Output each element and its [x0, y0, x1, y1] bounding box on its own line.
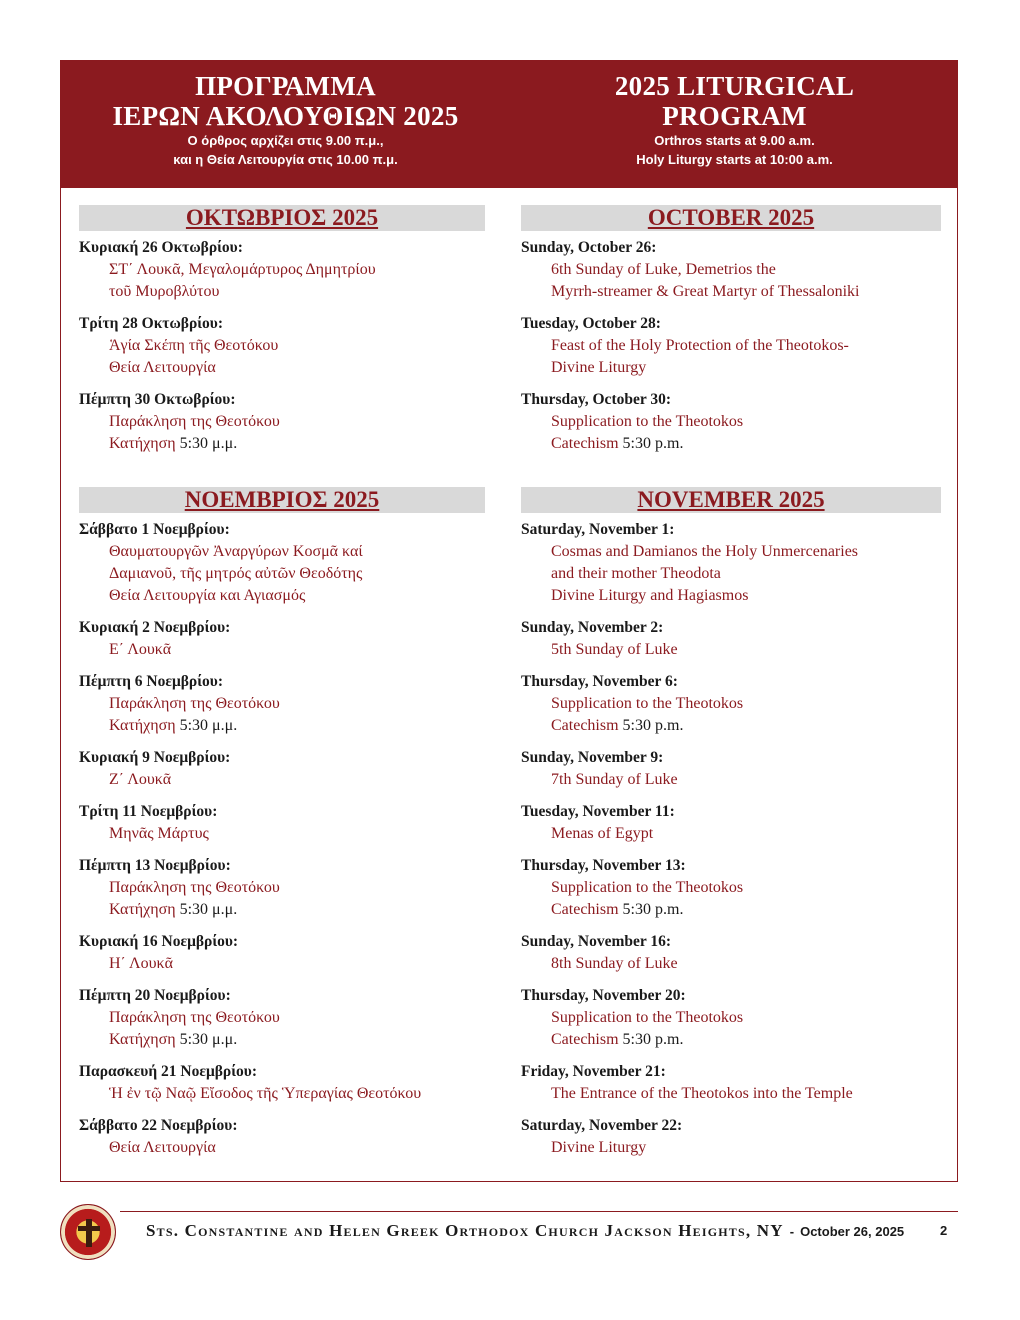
entry-service-line — [79, 563, 485, 585]
entry-day: Sunday, November 2: — [521, 619, 664, 636]
schedule-entry — [79, 801, 485, 845]
entry-day: Τρίτη 11 Νοεμβρίου: — [79, 803, 218, 820]
schedule-entry — [79, 389, 485, 455]
month-heading-october: OCTOBER 2025 — [521, 205, 941, 231]
entry-day: Thursday, November 13: — [521, 857, 686, 874]
banner-greek — [61, 71, 510, 169]
service-time: 5:30 μ.μ. — [175, 717, 238, 734]
entry-service-line — [521, 259, 941, 281]
banner-english-sub-2: Holy Liturgy starts at 10:00 a.m. — [636, 152, 833, 167]
month-heading-october: ΟΚΤΩΒΡΙΟΣ 2025 — [79, 205, 485, 231]
service-time: 5:30 p.m. — [618, 717, 684, 734]
service-text: ΣΤ΄ Λουκᾶ, Μεγαλομάρτυρος Δημητρίου — [109, 261, 376, 278]
english-schedule — [521, 205, 941, 1169]
entry-service-line — [521, 433, 941, 455]
entry-day: Τρίτη 28 Οκτωβρίου: — [79, 315, 223, 332]
service-text: Κατήχηση — [109, 901, 176, 918]
service-text: Catechism — [551, 435, 619, 452]
schedule-entry — [521, 1061, 941, 1105]
service-text: and their mother Theodota — [551, 565, 721, 582]
service-text: Παράκληση της Θεοτόκου — [109, 413, 280, 430]
entry-service-line — [521, 1007, 941, 1029]
service-text: Divine Liturgy — [551, 359, 647, 376]
entry-service-line — [521, 899, 941, 921]
entry-service-line — [79, 541, 485, 563]
entry-service-line — [79, 357, 485, 379]
schedule-entry — [79, 931, 485, 975]
schedule-entry — [521, 855, 941, 921]
service-text: Catechism — [551, 1031, 619, 1048]
entry-day: Κυριακή 16 Νοεμβρίου: — [79, 933, 239, 950]
entry-day: Thursday, November 6: — [521, 673, 678, 690]
service-text: Supplication to the Theotokos — [551, 1009, 744, 1026]
entry-service-line — [79, 639, 485, 661]
entry-day: Πέμπτη 30 Οκτωβρίου: — [79, 391, 236, 408]
service-text: Μηνᾶς Μάρτυς — [109, 825, 209, 842]
entry-day: Thursday, October 30: — [521, 391, 671, 408]
entry-day: Πέμπτη 6 Νοεμβρίου: — [79, 673, 223, 690]
service-text: Θεία Λειτουργία — [109, 359, 216, 376]
entry-service-line — [521, 281, 941, 303]
greek-schedule — [79, 205, 485, 1169]
entry-day: Σάββατο 22 Νοεμβρίου: — [79, 1117, 238, 1134]
entry-service-line — [79, 1029, 485, 1051]
entry-day: Sunday, November 16: — [521, 933, 671, 950]
schedule-entry — [521, 519, 941, 607]
entry-day: Κυριακή 2 Νοεμβρίου: — [79, 619, 231, 636]
entry-service-line — [79, 335, 485, 357]
entry-day: Saturday, November 22: — [521, 1117, 683, 1134]
entry-service-line — [79, 411, 485, 433]
entry-service-line — [521, 769, 941, 791]
schedule-entry — [79, 617, 485, 661]
schedule-entry — [521, 801, 941, 845]
entry-day: Thursday, November 20: — [521, 987, 686, 1004]
entry-service-line — [521, 715, 941, 737]
service-text: Κατήχηση — [109, 1031, 176, 1048]
entry-day: Κυριακή 9 Νοεμβρίου: — [79, 749, 231, 766]
entry-service-line — [79, 259, 485, 281]
banner-english-title-1: 2025 LITURGICAL — [614, 71, 855, 101]
service-text: Παράκληση της Θεοτόκου — [109, 1009, 280, 1026]
service-text: Ζ΄ Λουκᾶ — [109, 771, 172, 788]
schedule-entry — [521, 671, 941, 737]
entry-day: Πέμπτη 20 Νοεμβρίου: — [79, 987, 231, 1004]
service-text: Ἡ ἐν τῷ Ναῷ Εἴσοδος τῆς Ὑπεραγίας Θεοτόκου — [109, 1085, 422, 1102]
schedule-entry — [79, 985, 485, 1051]
seal-cross-vertical — [86, 1219, 92, 1247]
service-text: Menas of Egypt — [551, 825, 654, 842]
schedule-entry — [521, 1115, 941, 1159]
banner-greek-title-2: ΙΕΡΩΝ ΑΚΟΛΟΥΘΙΩΝ 2025 — [112, 101, 459, 131]
program-banner — [61, 61, 957, 188]
entry-service-line — [521, 1083, 941, 1105]
schedule-entry — [521, 617, 941, 661]
entry-day: Tuesday, October 28: — [521, 315, 661, 332]
footer-church: Sts. Constantine and Helen Greek Orthodox Church Jackson Heights, NY — [146, 1221, 784, 1240]
service-text: Η΄ Λουκᾶ — [109, 955, 173, 972]
service-time: 5:30 μ.μ. — [175, 435, 238, 452]
footer-divider — [120, 1211, 958, 1212]
program-frame — [60, 60, 958, 1182]
service-text: 8th Sunday of Luke — [551, 955, 678, 972]
service-time: 5:30 μ.μ. — [175, 901, 238, 918]
entry-service-line — [79, 585, 485, 607]
entry-service-line — [521, 823, 941, 845]
entry-day: Κυριακή 26 Οκτωβρίου: — [79, 239, 243, 256]
entry-service-line — [521, 335, 941, 357]
service-text: Supplication to the Theotokos — [551, 695, 744, 712]
service-text: Myrrh-streamer & Great Martyr of Thessaloniki — [551, 283, 860, 300]
schedule-entry — [79, 671, 485, 737]
schedule-entry — [79, 519, 485, 607]
entry-service-line — [79, 281, 485, 303]
service-text: Cosmas and Damianos the Holy Unmercenaries — [551, 543, 859, 560]
schedule-entry — [79, 237, 485, 303]
banner-greek-sub-2: και η Θεία Λειτουργία στις 10.00 π.μ. — [173, 152, 398, 167]
schedule-entry — [79, 1115, 485, 1159]
entry-service-line — [521, 357, 941, 379]
schedule-entry — [521, 985, 941, 1051]
service-text: Θαυματουργῶν Ἀναργύρων Κοσμᾶ καί — [109, 543, 363, 560]
entry-service-line — [521, 1029, 941, 1051]
service-text: Feast of the Holy Protection of the Theotokos- — [551, 337, 849, 354]
section-gap — [79, 465, 485, 487]
schedule-entry — [521, 313, 941, 379]
service-text: Παράκληση της Θεοτόκου — [109, 695, 280, 712]
service-text: Δαμιανοῦ, τῆς μητρός αὐτῶν Θεοδότης — [109, 565, 363, 582]
schedule-entry — [79, 1061, 485, 1105]
service-time: 5:30 p.m. — [618, 435, 684, 452]
schedule-entry — [79, 313, 485, 379]
banner-english-title-2: PROGRAM — [662, 101, 807, 131]
entry-day: Παρασκευή 21 Νοεμβρίου: — [79, 1063, 257, 1080]
schedule-entry — [79, 855, 485, 921]
seal-cross-horizontal — [78, 1226, 100, 1231]
entry-service-line — [79, 433, 485, 455]
entry-day: Sunday, November 9: — [521, 749, 664, 766]
entry-service-line — [521, 877, 941, 899]
entry-day: Σάββατο 1 Νοεμβρίου: — [79, 521, 230, 538]
banner-greek-sub-1: Ο όρθρος αρχίζει στις 9.00 π.μ., — [187, 133, 384, 148]
service-text: Ε΄ Λουκᾶ — [109, 641, 172, 658]
service-text: Παράκληση της Θεοτόκου — [109, 879, 280, 896]
entry-service-line — [521, 563, 941, 585]
service-text: Catechism — [551, 717, 619, 734]
entry-service-line — [521, 693, 941, 715]
banner-english-sub-1: Orthros starts at 9.00 a.m. — [654, 133, 815, 148]
schedule-entry — [521, 931, 941, 975]
footer-church-name — [146, 1221, 904, 1241]
banner-greek-title-1: ΠΡΟΓΡΑΜΜΑ — [195, 71, 376, 101]
entry-service-line — [79, 1083, 485, 1105]
entry-service-line — [79, 693, 485, 715]
service-text: Κατήχηση — [109, 435, 176, 452]
section-gap — [521, 465, 941, 487]
page-number: 2 — [940, 1223, 948, 1238]
schedule-entry — [521, 389, 941, 455]
schedule-entry — [521, 747, 941, 791]
service-text: Κατήχηση — [109, 717, 176, 734]
entry-service-line — [79, 769, 485, 791]
entry-day: Sunday, October 26: — [521, 239, 657, 256]
service-text: Ἁγία Σκέπη τῆς Θεοτόκου — [109, 337, 279, 354]
entry-day: Tuesday, November 11: — [521, 803, 675, 820]
entry-service-line — [521, 953, 941, 975]
church-seal-icon — [60, 1204, 116, 1260]
month-heading-november: NOVEMBER 2025 — [521, 487, 941, 513]
entry-service-line — [521, 639, 941, 661]
entry-service-line — [521, 541, 941, 563]
service-text: 7th Sunday of Luke — [551, 771, 678, 788]
entry-service-line — [521, 1137, 941, 1159]
entry-day: Friday, November 21: — [521, 1063, 666, 1080]
entry-service-line — [79, 1007, 485, 1029]
service-text: τοῦ Μυροβλύτου — [109, 283, 220, 300]
service-text: 6th Sunday of Luke, Demetrios the — [551, 261, 776, 278]
service-text: Supplication to the Theotokos — [551, 413, 744, 430]
service-text: Θεία Λειτουργία — [109, 1139, 216, 1156]
footer-separator: - — [789, 1224, 795, 1239]
banner-english — [510, 71, 959, 169]
month-heading-november: ΝΟΕΜΒΡΙΟΣ 2025 — [79, 487, 485, 513]
entry-service-line — [79, 823, 485, 845]
service-text: Divine Liturgy — [551, 1139, 647, 1156]
service-text: Divine Liturgy and Hagiasmos — [551, 587, 749, 604]
entry-service-line — [79, 877, 485, 899]
entry-service-line — [79, 1137, 485, 1159]
service-text: Catechism — [551, 901, 619, 918]
schedule-entry — [521, 237, 941, 303]
entry-service-line — [79, 953, 485, 975]
entry-service-line — [521, 411, 941, 433]
entry-service-line — [79, 715, 485, 737]
service-time: 5:30 p.m. — [618, 901, 684, 918]
service-text: 5th Sunday of Luke — [551, 641, 678, 658]
entry-service-line — [521, 585, 941, 607]
entry-day: Saturday, November 1: — [521, 521, 675, 538]
schedule-entry — [79, 747, 485, 791]
footer-date: October 26, 2025 — [800, 1224, 905, 1239]
service-text: Θεία Λειτουργία και Αγιασμός — [109, 587, 306, 604]
service-time: 5:30 μ.μ. — [175, 1031, 238, 1048]
service-text: Supplication to the Theotokos — [551, 879, 744, 896]
service-time: 5:30 p.m. — [618, 1031, 684, 1048]
entry-service-line — [79, 899, 485, 921]
entry-day: Πέμπτη 13 Νοεμβρίου: — [79, 857, 231, 874]
service-text: The Entrance of the Theotokos into the Temple — [551, 1085, 853, 1102]
